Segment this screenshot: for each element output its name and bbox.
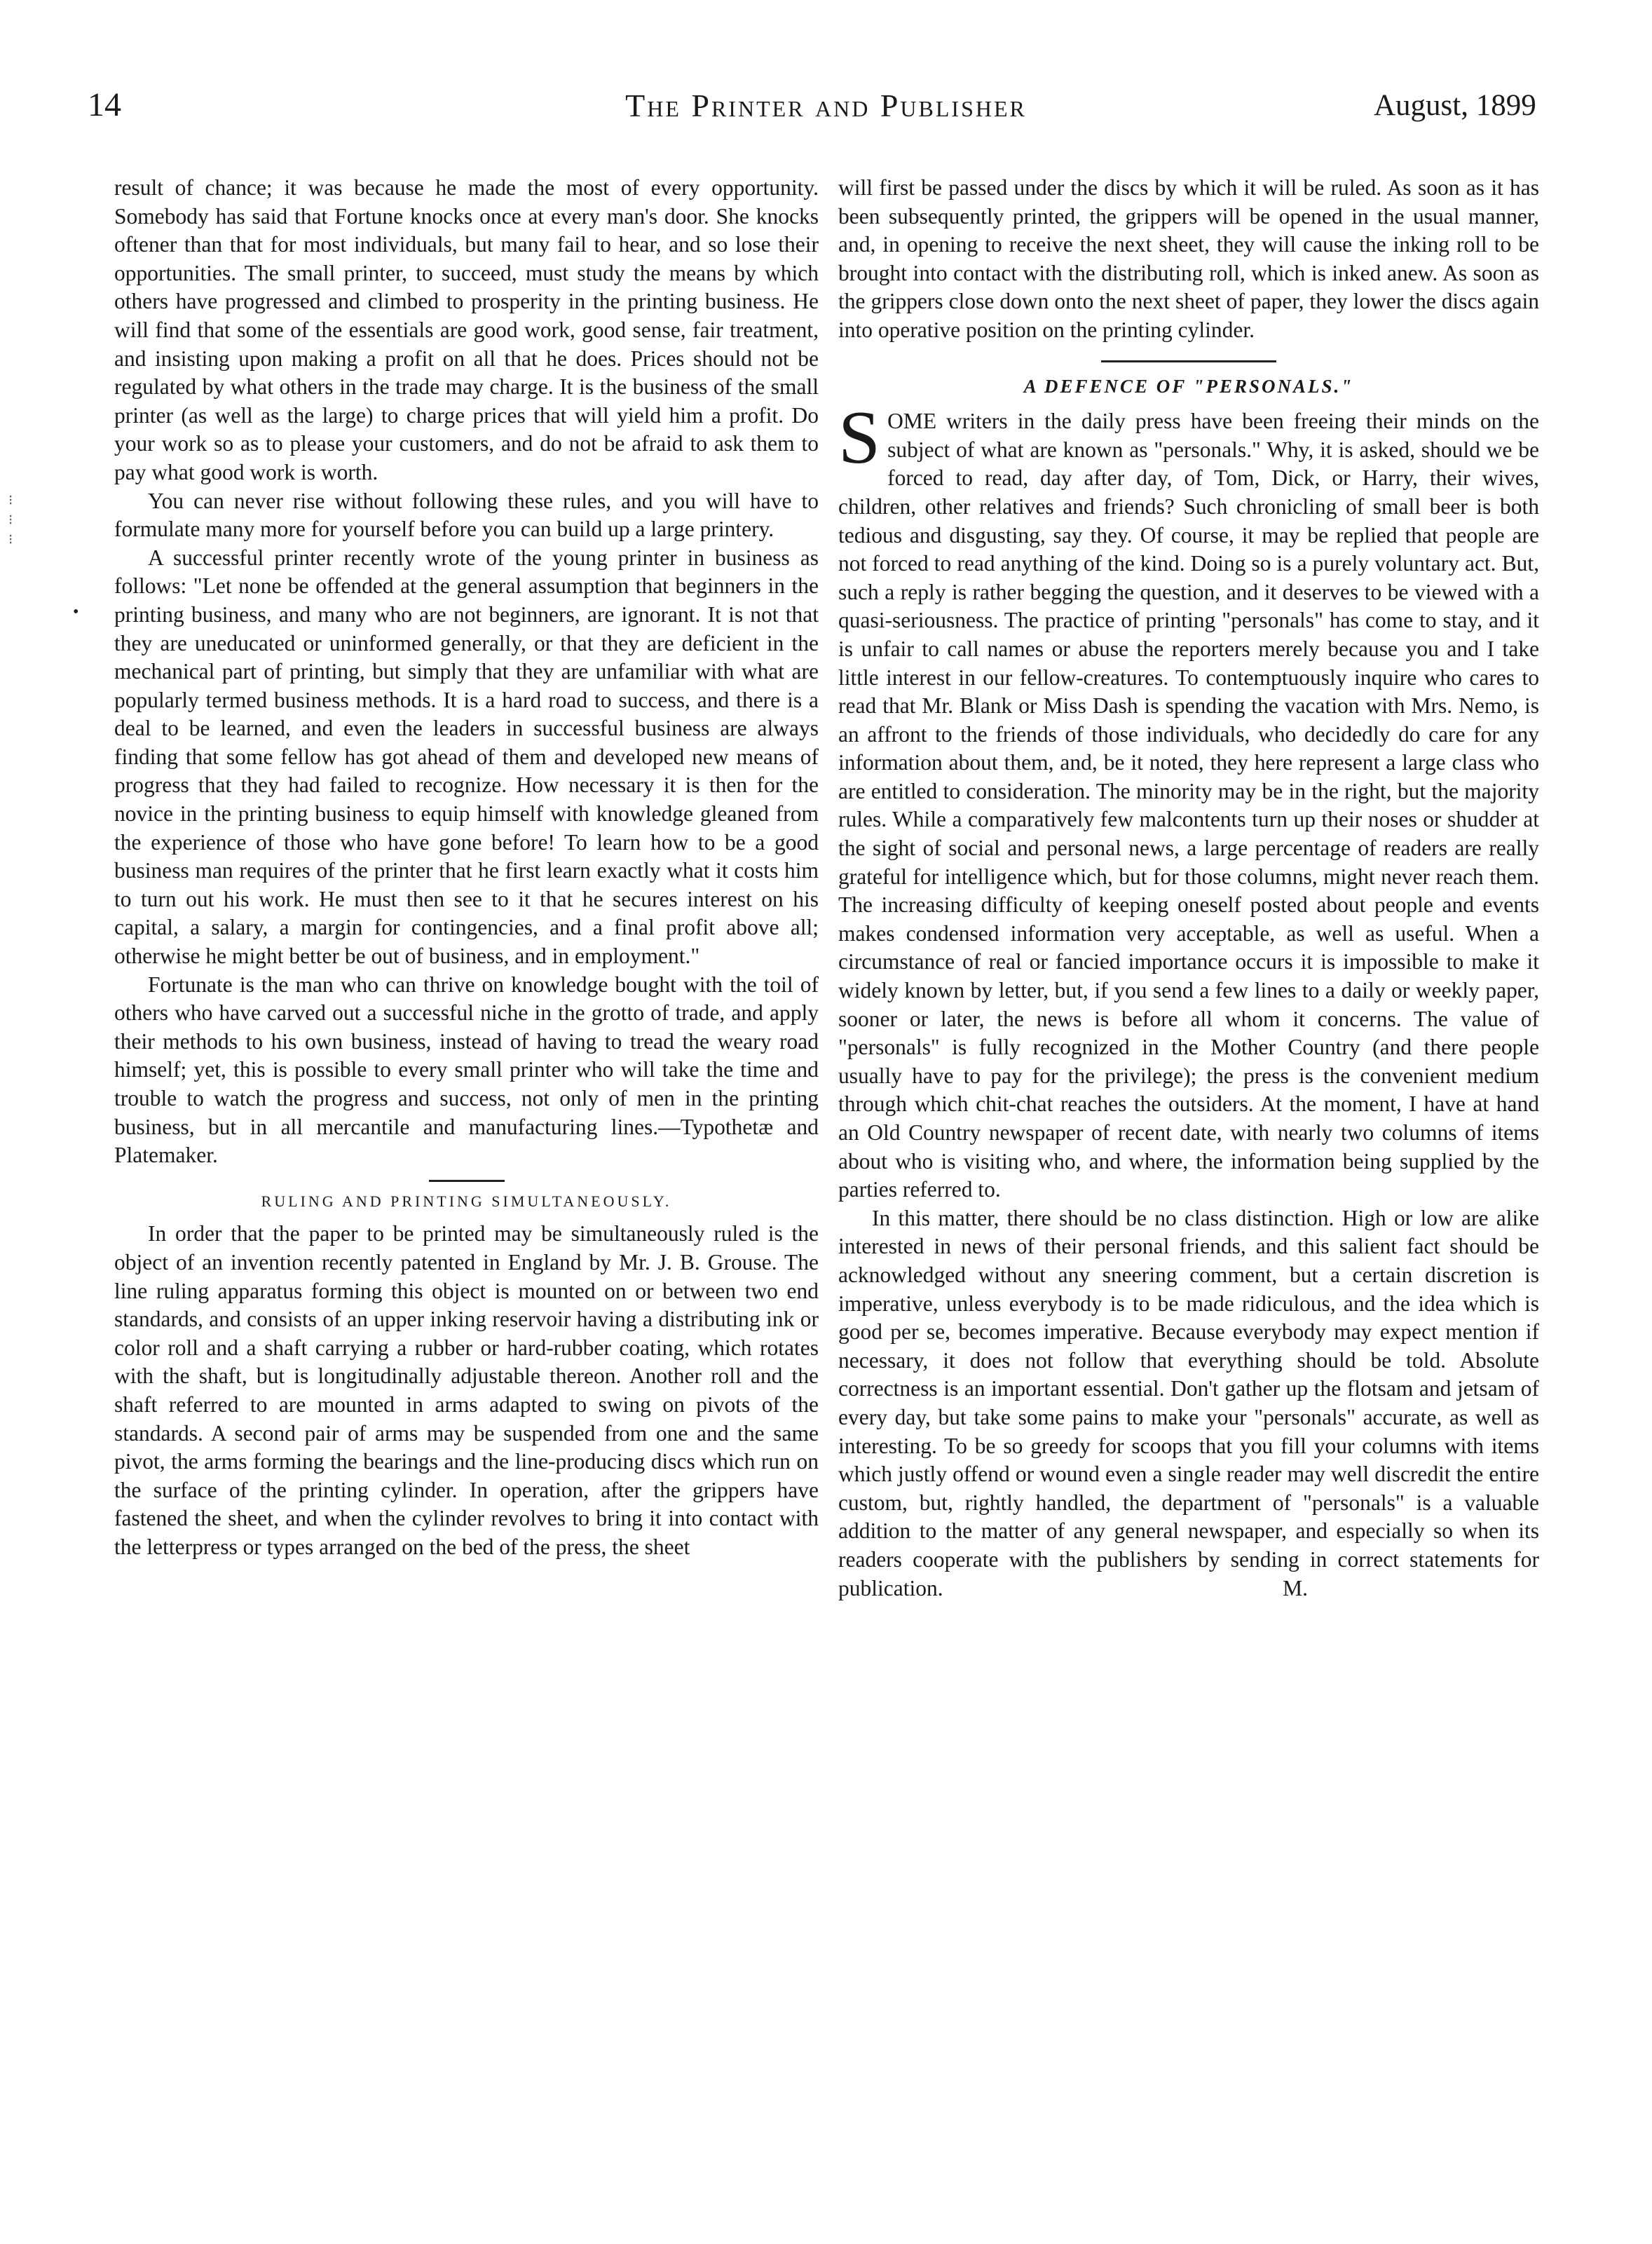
article-paragraph bbox=[838, 1204, 1539, 1603]
article-paragraph: In order that the paper to be printed may be simultaneously ruled is the object of an invention recently patented in England by Mr. J. B. Grouse. The line ruling apparatus forming this object is mounted on or between two end standards, and consists of an upper inking reservoir having a distributing ink or color roll and a shaft carrying a rubber or hard-rubber coating, which rotates with the shaft, but is longitudinally adjustable thereon. Another roll and the shaft referred to are mounted in arms adapted to swing on pivots of the standards. A second pair of arms may be suspended from one and the same pivot, the arms forming the bearings and the line-producing discs which run on the surface of the printing cylinder. In operation, after the grippers have fastened the sheet, and when the cylinder revolves to bring it into contact with the letterpress or types arranged on the bed of the press, the sheet bbox=[114, 1221, 819, 1559]
section-divider bbox=[1101, 360, 1276, 362]
margin-dot: • bbox=[73, 603, 79, 621]
section-heading: RULING AND PRINTING SIMULTANEOUSLY. bbox=[261, 1192, 672, 1210]
article-paragraph: A successful printer recently wrote of the young printer in business as follows: "Let none be offended at the general assumption that beginners in the printing business, and many who are not beginners, are ignorant. It is not that they are uneducated or uninformed generally, or that they are deficient in the mechanical part of printing, but simply that they are unfamiliar with what are popularly termed business methods. It is a hard road to success, and there is a deal to be learned, and even the leaders in successful business are always finding that some fellow has got ahead of them and developed new means of progress that they had failed to recognize. How necessary it is then for the novice in the printing business to equip himself with knowledge gleaned from the experience of those who have gone before! To learn how to be a good business man requires of the printer that he first learn exactly what it costs him to turn out his work. He must then see to it that he secures interest on his capital, a salary, a margin for contingencies, and a final profit above all; otherwise he might better be out of business, and in employment." bbox=[114, 545, 819, 969]
article-paragraph: Fortunate is the man who can thrive on knowledge bought with the toil of others who have carved out a successful niche in the grotto of trade, and apply their methods to his own business, instead of having to tread the weary road himself; yet, this is possible to every small printer who will take the time and trouble to watch the progress and success, not only of men in the printing business, but in all mercantile and manufacturing lines.—Typothetæ and Platemaker. bbox=[114, 972, 819, 1168]
paragraph-body: writers in the daily press have been freeing their minds on the subject of what are known as "personals." Why, it is asked, should we be forced to read, day after day, of Tom, Dick, or Harry, their wives, children, other relatives and friends? Such chronicling of small beer is both tedious and disgusting, say they. Of course, it may be replied that people are not forced to read anything of the kind. Doing so is a purely voluntary act. But, such a reply is rather begging the question, and it deserves to be viewed with a quasi-seriousness. The practice of printing "personals" has come to stay, and it is unfair to call names or abuse the reporters merely because you and I take little interest in our fellow-creatures. To contemptuously inquire who cares to read that Mr. Blank or Miss Dash is spending the vacation with Mrs. Nemo, is an affront to the friends of those individuals, who decidedly do care for any information about them, and, be it noted, they here represent a large class who are entitled to consideration. The minority may be in the right, but the majority rules. While a comparatively few malcontents turn up their noses or shudder at the sight of social and personal news, a large percentage of readers are really grateful for intelligence which, but for those columns, might never reach them. The increasing difficulty of keeping oneself posted about people and events makes condensed information very acceptable, as well as useful. When a circumstance of real or fancied importance occurs it is impossible to make it widely known by letter, but, if you send a few lines to a daily or weekly paper, sooner or later, the news is before all whom it concerns. The value of "personals" is fully recognized in the Mother Country (and there people usually have to pay for the privilege); the press is the convenient medium through which chit-chat reaches the outsiders. At the moment, I have at hand an Old Country newspaper of recent date, with nearly two columns of items about who is visiting who, and where, the information being supplied by the parties referred to. bbox=[838, 409, 1539, 1202]
publication-title: The Printer and Publisher bbox=[625, 88, 1027, 123]
issue-date: August, 1899 bbox=[1374, 89, 1536, 122]
paragraph-body: In this matter, there should be no class distinction. High or low are alike interested in news of their personal friends, and this salient fact should be acknowledged without any sneering comment, but a certain discretion is imperative, unless everybody is to be made ridiculous, and the idea which is good per se, becomes imperative. Because everybody may expect mention if necessary, it does not follow that everything should be told. Absolute correctness is an important essential. Don't gather up the flotsam and jetsam of every day, but take some pains to make your "personals" accurate, as well as interesting. To be so greedy for scoops that you fill your columns with items which justly offend or wound even a single reader may well discredit the entire custom, but, rightly handled, the department of "personals" is a valuable addition to the matter of any general newspaper, and especially so when its readers cooperate with the publishers by sending in correct statements for publication. bbox=[838, 1205, 1539, 1600]
article-paragraph bbox=[838, 396, 1539, 1204]
right-column bbox=[838, 174, 1539, 1603]
article-paragraph: result of chance; it was because he made the most of every opportunity. Somebody has said that Fortune knocks once at every man's door. She knocks oftener than that for most individuals, but many fail to hear, and so lose their opportunities. The small printer, to succeed, must study the means by which others have progressed and climbed to prosperity in the printing business. He will find that some of the essentials are good work, good sense, fair treatment, and insisting upon making a profit on all that he does. Prices should not be regulated by what others in the trade may charge. It is the business of the small printer (as well as the large) to charge prices that will yield him a profit. Do your work so as to please your customers, and do not be afraid to ask them to pay what good work is worth. bbox=[114, 175, 819, 484]
author-signature: M. bbox=[1283, 1575, 1308, 1600]
section-divider bbox=[429, 1180, 505, 1182]
left-column bbox=[114, 174, 819, 1562]
page-number: 14 bbox=[88, 86, 121, 123]
article-paragraph: You can never rise without following these rules, and you will have to formulate many more for yourself before you can build up a large printery. bbox=[114, 488, 819, 542]
section-heading: A DEFENCE OF "PERSONALS." bbox=[1023, 375, 1354, 397]
margin-mark: ⁝ ⁝ ⁝ bbox=[8, 493, 13, 548]
article-paragraph: will first be passed under the discs by which it will be ruled. As soon as it has been subsequently printed, the grippers will be opened in the usual manner, and, in opening to receive the next sheet, they will cause the inking roll to be brought into contact with the distributing roll, which is inked anew. As soon as the grippers close down onto the next sheet of paper, they lower the discs again into operative position on the printing cylinder. bbox=[838, 175, 1539, 342]
drop-cap: S bbox=[838, 396, 881, 480]
lead-word: OME bbox=[887, 409, 937, 434]
page-header bbox=[0, 0, 1652, 140]
